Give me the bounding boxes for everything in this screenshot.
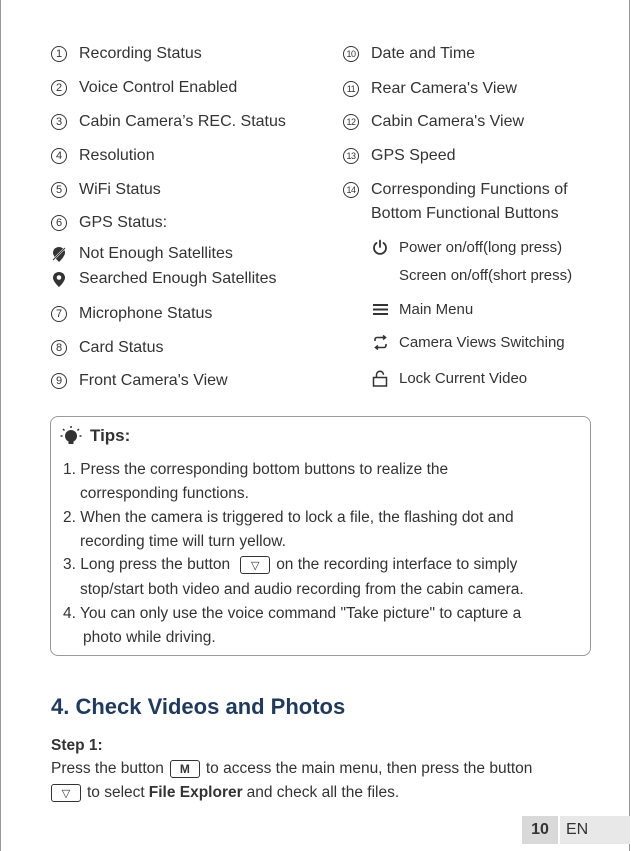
number-badge: 5 xyxy=(51,182,67,198)
switch-icon xyxy=(371,333,389,351)
number-badge: 7 xyxy=(51,306,67,322)
legend-item-4 xyxy=(51,147,155,165)
legend-label: WiFi Status xyxy=(79,181,161,198)
legend-label: Cabin Camera's View xyxy=(371,113,525,130)
legend-item-3 xyxy=(51,113,286,131)
m-key-icon: M xyxy=(170,760,200,778)
tip-2-line-2: recording time will turn yellow. xyxy=(80,533,286,550)
number-badge: 9 xyxy=(51,373,67,389)
legend-item-1 xyxy=(51,45,202,63)
func-label: Camera Views Switching xyxy=(399,333,565,351)
legend-label: Voice Control Enabled xyxy=(79,79,238,96)
step-paragraph-line-2 xyxy=(51,784,399,802)
func-item-lock xyxy=(371,369,527,387)
section-heading: 4. Check Videos and Photos xyxy=(51,694,346,719)
legend-label: Resolution xyxy=(79,147,155,164)
legend-label: Front Camera's View xyxy=(79,372,228,389)
legend-label: Recording Status xyxy=(79,45,202,62)
legend-item-11 xyxy=(343,80,517,98)
tip-3-line-1 xyxy=(63,556,517,574)
tip-3-text-post: on the recording interface to simply xyxy=(276,556,518,573)
legend-item-10 xyxy=(343,45,475,63)
tip-3-line-2: stop/start both video and audio recording from the cabin camera. xyxy=(80,581,524,598)
language-tag: EN xyxy=(560,816,630,844)
legend-label: GPS Speed xyxy=(371,147,456,164)
number-badge: 2 xyxy=(51,80,67,96)
number-badge: 11 xyxy=(343,81,359,97)
gps-sub-item-1 xyxy=(51,245,233,263)
number-badge: 4 xyxy=(51,148,67,164)
gps-on-icon xyxy=(51,270,67,288)
gps-off-icon xyxy=(51,245,67,263)
down-key-icon: ▽ xyxy=(240,556,270,574)
tip-2-line-1: 2. When the camera is triggered to lock a file, the flashing dot and xyxy=(63,509,514,526)
gps-sub-item-2 xyxy=(51,270,276,288)
number-badge: 8 xyxy=(51,340,67,356)
page-footer xyxy=(522,816,630,844)
step-text-a: to select xyxy=(87,784,145,801)
gps-sub-label: Not Enough Satellites xyxy=(79,245,233,262)
step-paragraph-line-1 xyxy=(51,760,532,778)
number-badge: 6 xyxy=(51,215,67,231)
tip-3-text-pre: 3. Long press the button xyxy=(63,556,231,573)
func-item-power xyxy=(371,238,562,256)
tip-4-line-1: 4. You can only use the voice command "Take picture" to capture a xyxy=(63,605,522,622)
tip-1-line-1: 1. Press the corresponding bottom buttons to realize the xyxy=(63,461,449,478)
legend-item-9 xyxy=(51,372,228,390)
legend-label: Rear Camera's View xyxy=(371,80,517,97)
legend-label: Corresponding Functions of xyxy=(371,181,568,198)
lock-icon xyxy=(371,369,389,387)
legend-label: Cabin Camera’s REC. Status xyxy=(79,113,286,130)
down-key-icon: ▽ xyxy=(51,784,81,802)
legend-label: Date and Time xyxy=(371,45,476,62)
page-number: 10 xyxy=(522,816,558,844)
legend-label: Card Status xyxy=(79,339,164,356)
tips-title: Tips: xyxy=(90,426,131,445)
lightbulb-icon xyxy=(60,425,82,447)
number-badge: 14 xyxy=(343,182,359,198)
legend-label: Microphone Status xyxy=(79,305,213,322)
number-badge: 10 xyxy=(343,46,359,62)
step-text-post: to access the main menu, then press the button xyxy=(205,760,533,777)
func-label: Lock Current Video xyxy=(399,369,528,387)
legend-item-13 xyxy=(343,147,456,165)
gps-sub-label: Searched Enough Satellites xyxy=(79,270,277,287)
page-border-right xyxy=(629,0,630,851)
legend-item-2 xyxy=(51,79,237,97)
step-text-pre: Press the button xyxy=(51,760,164,777)
number-badge: 3 xyxy=(51,114,67,130)
legend-item-12 xyxy=(343,113,524,131)
page-border-left xyxy=(0,0,1,851)
func-label: Screen on/off(short press) xyxy=(399,267,573,284)
func-label: Main Menu xyxy=(399,300,474,318)
legend-item-7 xyxy=(51,305,212,323)
func-item-switch xyxy=(371,333,565,351)
tip-1-line-2: corresponding functions. xyxy=(80,485,249,502)
legend-item-14-line2 xyxy=(371,205,559,223)
legend-item-8 xyxy=(51,339,163,357)
func-label: Power on/off(long press) xyxy=(399,238,563,256)
func-item-menu xyxy=(371,300,473,318)
legend-label: Bottom Functional Buttons xyxy=(371,205,559,222)
legend-item-5 xyxy=(51,181,161,199)
file-explorer-label: File Explorer xyxy=(148,784,243,801)
legend-label: GPS Status: xyxy=(79,214,168,231)
legend-item-14 xyxy=(343,181,568,199)
tip-4-line-2: photo while driving. xyxy=(83,629,216,646)
legend-item-6 xyxy=(51,214,167,232)
menu-icon xyxy=(371,300,389,318)
tips-heading xyxy=(60,425,130,447)
number-badge: 1 xyxy=(51,46,67,62)
number-badge: 12 xyxy=(343,114,359,130)
func-item-screen xyxy=(399,267,572,284)
step-label: Step 1: xyxy=(51,737,103,754)
number-badge: 13 xyxy=(343,148,359,164)
power-icon xyxy=(371,238,389,256)
step-text-b: and check all the files. xyxy=(246,784,400,801)
